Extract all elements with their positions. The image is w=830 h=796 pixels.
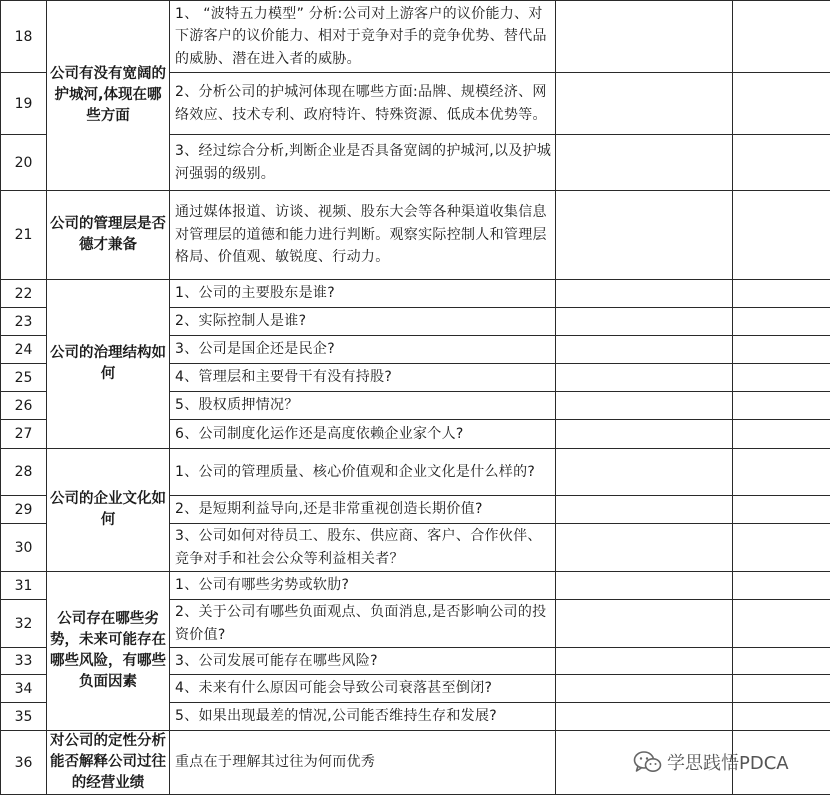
- content-cell: 通过媒体报道、访谈、视频、股东大会等各种渠道收集信息对管理层的道德和能力进行判断。观察实际控制人和管理层格局、价值观、敏锐度、行动力。: [170, 191, 556, 280]
- table-row: [1, 1, 830, 73]
- content-cell: 3、经过综合分析,判断企业是否具备宽阔的护城河,以及护城河强弱的级别。: [170, 135, 556, 191]
- row-number: 25: [1, 364, 47, 392]
- row-number: 30: [1, 524, 47, 572]
- empty-cell: [733, 675, 830, 703]
- content-cell: 3、公司是国企还是民企?: [170, 336, 556, 364]
- content-cell: 1、公司的管理质量、核心价值观和企业文化是什么样的?: [170, 449, 556, 496]
- empty-cell: [556, 572, 733, 600]
- content-cell: 2、分析公司的护城河体现在哪些方面:品牌、规模经济、网络效应、技术专利、政府特许、特殊资源、低成本优势等。: [170, 73, 556, 135]
- row-number: 34: [1, 675, 47, 703]
- empty-cell: [556, 420, 733, 449]
- category-cell: 公司的治理结构如何: [47, 280, 170, 449]
- empty-cell: [733, 73, 830, 135]
- table-row: [1, 280, 830, 308]
- empty-cell: [733, 449, 830, 496]
- category-cell: 公司存在哪些劣势，未来可能存在哪些风险，有哪些负面因素: [47, 572, 170, 731]
- row-number: 31: [1, 572, 47, 600]
- empty-cell: [556, 675, 733, 703]
- empty-cell: [556, 392, 733, 420]
- content-cell: 1、 “波特五力模型” 分析:公司对上游客户的议价能力、对下游客户的议价能力、相对于竞争对手的竞争优势、替代品的威胁、潜在进入者的威胁。: [170, 1, 556, 73]
- empty-cell: [556, 600, 733, 648]
- empty-cell: [733, 308, 830, 336]
- content-cell: 5、股权质押情况？: [170, 392, 556, 420]
- row-number: 33: [1, 648, 47, 675]
- empty-cell: [733, 572, 830, 600]
- empty-cell: [556, 524, 733, 572]
- row-number: 36: [1, 731, 47, 795]
- empty-cell: [556, 191, 733, 280]
- content-cell: 1、公司有哪些劣势或软肋?: [170, 572, 556, 600]
- empty-cell: [556, 308, 733, 336]
- empty-cell: [733, 496, 830, 524]
- empty-cell: [733, 703, 830, 731]
- empty-cell: [556, 648, 733, 675]
- content-cell: 3、公司发展可能存在哪些风险?: [170, 648, 556, 675]
- table-row: [1, 572, 830, 600]
- empty-cell: [733, 392, 830, 420]
- empty-cell: [556, 336, 733, 364]
- empty-cell: [556, 73, 733, 135]
- content-cell: 3、公司如何对待员工、股东、供应商、客户、合作伙伴、竞争对手和社会公众等利益相关者？: [170, 524, 556, 572]
- empty-cell: [733, 364, 830, 392]
- empty-cell: [556, 280, 733, 308]
- row-number: 29: [1, 496, 47, 524]
- row-number: 26: [1, 392, 47, 420]
- empty-cell: [556, 1, 733, 73]
- content-cell: 5、如果出现最差的情况,公司能否维持生存和发展?: [170, 703, 556, 731]
- category-cell: 公司的企业文化如何: [47, 449, 170, 572]
- empty-cell: [733, 336, 830, 364]
- category-cell: 对公司的定性分析能否解释公司过往的经营业绩: [47, 731, 170, 795]
- wechat-icon: [633, 750, 663, 774]
- row-number: 24: [1, 336, 47, 364]
- category-cell: 公司有没有宽阔的护城河,体现在哪些方面: [47, 1, 170, 191]
- empty-cell: [556, 135, 733, 191]
- content-cell: 重点在于理解其过往为何而优秀: [170, 731, 556, 795]
- watermark-text: 学思践悟PDCA: [667, 753, 789, 774]
- row-number: 27: [1, 420, 47, 449]
- empty-cell: [733, 600, 830, 648]
- row-number: 23: [1, 308, 47, 336]
- table-row: [1, 449, 830, 496]
- empty-cell: [556, 703, 733, 731]
- content-cell: 2、实际控制人是谁?: [170, 308, 556, 336]
- empty-cell: [733, 420, 830, 449]
- row-number: 21: [1, 191, 47, 280]
- content-cell: 4、管理层和主要骨干有没有持股?: [170, 364, 556, 392]
- row-number: 32: [1, 600, 47, 648]
- row-number: 18: [1, 1, 47, 73]
- row-number: 19: [1, 73, 47, 135]
- content-cell: 4、未来有什么原因可能会导致公司衰落甚至倒闭?: [170, 675, 556, 703]
- content-cell: 6、公司制度化运作还是高度依赖企业家个人?: [170, 420, 556, 449]
- empty-cell: [733, 280, 830, 308]
- content-cell: 1、公司的主要股东是谁?: [170, 280, 556, 308]
- category-cell: 公司的管理层是否德才兼备: [47, 191, 170, 280]
- empty-cell: [733, 648, 830, 675]
- row-number: 20: [1, 135, 47, 191]
- empty-cell: [733, 191, 830, 280]
- row-number: 22: [1, 280, 47, 308]
- content-cell: 2、关于公司有哪些负面观点、负面消息,是否影响公司的投资价值?: [170, 600, 556, 648]
- empty-cell: [556, 496, 733, 524]
- row-number: 35: [1, 703, 47, 731]
- empty-cell: [556, 364, 733, 392]
- empty-cell: [733, 1, 830, 73]
- row-number: 28: [1, 449, 47, 496]
- empty-cell: [733, 524, 830, 572]
- empty-cell: [733, 135, 830, 191]
- content-cell: 2、是短期利益导向,还是非常重视创造长期价值?: [170, 496, 556, 524]
- empty-cell: [556, 449, 733, 496]
- watermark: [633, 749, 789, 775]
- table-row: [1, 191, 830, 280]
